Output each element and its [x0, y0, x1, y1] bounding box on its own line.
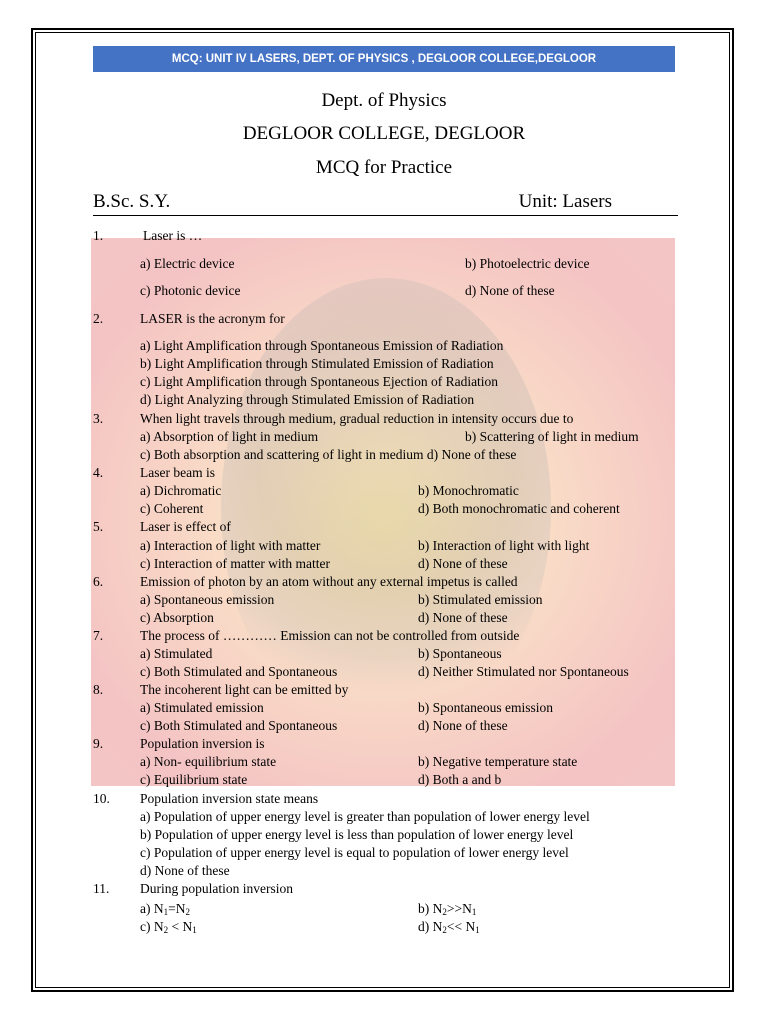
question-text: The process of ………… Emission can not be controlled from outside	[140, 628, 520, 643]
question-text: Emission of photon by an atom without any external impetus is called	[140, 574, 518, 589]
option: c) Both Stimulated and Spontaneous	[140, 718, 338, 733]
option: a) Spontaneous emission	[140, 592, 275, 607]
option: d) Both a and b	[418, 772, 502, 787]
question-text: The incoherent light can be emitted by	[140, 682, 349, 697]
question-number: 9.	[93, 736, 104, 751]
option: c) Photonic device	[140, 283, 241, 298]
question-number: 8.	[93, 682, 104, 697]
option: c) $N_2 < N_1$	[140, 919, 197, 935]
option: b) Population of upper energy level is less than population of lower energy level	[140, 827, 574, 842]
option: b) Stimulated emission	[418, 592, 543, 607]
option: a) $N_1=N_2$	[140, 901, 190, 917]
question-number: 10.	[93, 791, 110, 806]
option: b) Scattering of light in medium	[465, 429, 639, 444]
question-number: 4.	[93, 465, 104, 480]
option: d) None of these	[418, 556, 508, 571]
option: a) Light Amplification through Spontaneous Emission of Radiation	[140, 338, 504, 353]
question-text: Population inversion state means	[140, 791, 319, 806]
dept-title: Dept. of Physics	[321, 90, 447, 111]
option: c) Population of upper energy level is equal to population of lower energy level	[140, 845, 569, 860]
option: d) Neither Stimulated nor Spontaneous	[418, 664, 629, 679]
option: d) $N_2<< N_1$	[418, 919, 480, 935]
question-number: 5.	[93, 519, 104, 534]
option: b) Light Amplification through Stimulated Emission of Radiation	[140, 356, 494, 371]
doc-title: MCQ for Practice	[315, 157, 453, 178]
option: d) None of these	[140, 863, 230, 878]
option: c) Light Amplification through Spontaneous Ejection of Radiation	[140, 374, 499, 389]
option: b) Photoelectric device	[465, 256, 590, 271]
option: b) $N_2>>N_1$	[418, 901, 477, 917]
option: d) None of these	[465, 283, 555, 298]
question-number: 2.	[93, 311, 104, 326]
question-number: 7.	[93, 628, 104, 643]
option: c) Absorption	[140, 610, 214, 625]
class-label: B.Sc. S.Y.	[93, 191, 171, 212]
option: c) Both Stimulated and Spontaneous	[140, 664, 338, 679]
option: d) None of these	[418, 718, 508, 733]
class-unit-line	[93, 191, 678, 213]
question-text: Laser is …	[143, 228, 203, 243]
question-text: LASER is the acronym for	[140, 311, 285, 326]
question-number: 6.	[93, 574, 104, 589]
option: a) Non- equilibrium state	[140, 754, 277, 769]
option: b) Spontaneous emission	[418, 700, 553, 715]
option: c) Interaction of matter with matter	[140, 556, 331, 571]
question-number: 3.	[93, 411, 104, 426]
option: c) Coherent	[140, 501, 204, 516]
option: b) Negative temperature state	[418, 754, 578, 769]
option: b) Spontaneous	[418, 646, 502, 661]
option: a) Interaction of light with matter	[140, 538, 321, 553]
question-number: 11.	[93, 881, 110, 896]
question-text: Laser is effect of	[140, 519, 231, 534]
option: d) Both monochromatic and coherent	[418, 501, 620, 516]
option: a) Stimulated emission	[140, 700, 264, 715]
header-rule	[93, 215, 678, 216]
option: b) Monochromatic	[418, 483, 519, 498]
option: a) Electric device	[140, 256, 235, 271]
college-title: DEGLOOR COLLEGE, DEGLOOR	[242, 123, 526, 144]
option: d) None of these	[418, 610, 508, 625]
option: a) Dichromatic	[140, 483, 222, 498]
unit-label: Unit: Lasers	[518, 191, 612, 212]
option: a) Population of upper energy level is greater than population of lower energy level	[140, 809, 590, 824]
option: d) Light Analyzing through Stimulated Emission of Radiation	[140, 392, 475, 407]
question-number: 1.	[93, 228, 104, 243]
question-text: Population inversion is	[140, 736, 265, 751]
option: a) Stimulated	[140, 646, 213, 661]
header-banner: MCQ: UNIT IV LASERS, DEPT. OF PHYSICS , DEGLOOR COLLEGE,DEGLOOR	[93, 46, 675, 72]
option: b) Interaction of light with light	[418, 538, 590, 553]
option: c) Equilibrium state	[140, 772, 248, 787]
question-text: When light travels through medium, gradual reduction in intensity occurs due to	[140, 411, 574, 426]
question-text: Laser beam is	[140, 465, 215, 480]
option: a) Absorption of light in medium	[140, 429, 319, 444]
option: c) Both absorption and scattering of light in medium d) None of these	[140, 447, 517, 462]
question-text: During population inversion	[140, 881, 293, 896]
